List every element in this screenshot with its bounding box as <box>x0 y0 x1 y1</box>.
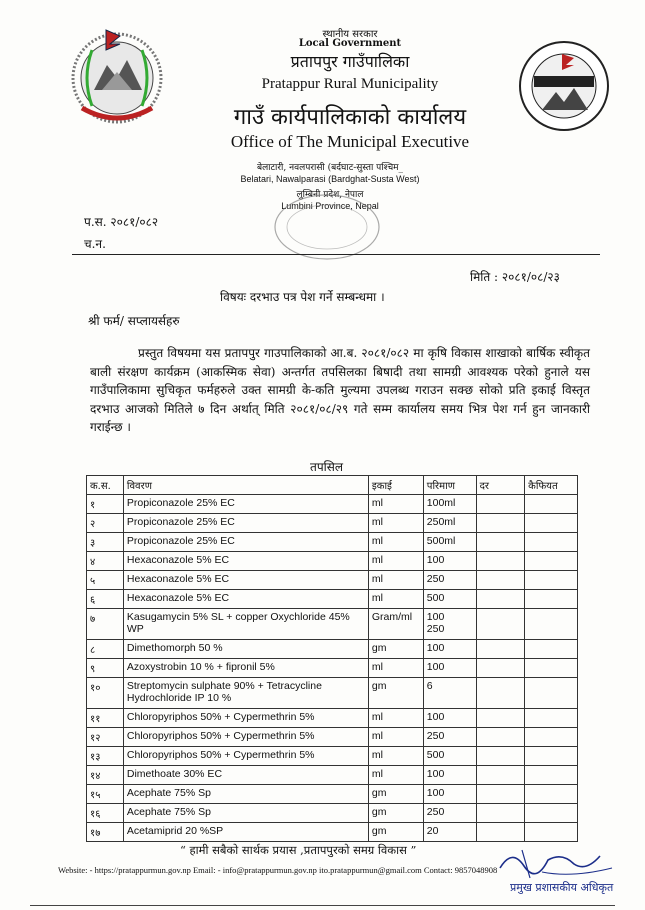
cell-sn: ११ <box>87 709 124 728</box>
cell-unit: ml <box>368 495 423 514</box>
cell-remarks[interactable] <box>525 766 578 785</box>
cell-description: Chloropyriphos 50% + Cypermethrin 5% <box>123 728 368 747</box>
cell-rate[interactable] <box>476 514 525 533</box>
footer-divider <box>30 905 615 906</box>
header-unit: इकाई <box>368 476 423 495</box>
cell-rate[interactable] <box>476 552 525 571</box>
cell-rate[interactable] <box>476 728 525 747</box>
table-row <box>87 659 578 678</box>
cell-quantity: 100 <box>423 709 476 728</box>
cell-unit: ml <box>368 514 423 533</box>
table-row <box>87 495 578 514</box>
cell-quantity-line: 100 <box>426 611 445 623</box>
letter-salutation: श्री फर्म/ सप्लायर्सहरु <box>88 314 180 328</box>
cell-unit: gm <box>368 678 423 709</box>
cell-quantity: 250 <box>423 728 476 747</box>
cell-description: Streptomycin sulphate 90% + Tetracycline Hydrochloride IP 10 % <box>123 678 368 709</box>
cell-quantity: 100 <box>423 659 476 678</box>
letter-subject: विषयः दरभाउ पत्र पेश गर्ने सम्बन्धमा । <box>220 290 385 304</box>
cell-unit: gm <box>368 804 423 823</box>
cell-quantity: 250 <box>423 571 476 590</box>
cell-unit: ml <box>368 728 423 747</box>
local-gov-en: Local Government <box>298 38 402 49</box>
cell-rate[interactable] <box>476 571 525 590</box>
cell-sn: १७ <box>87 823 124 842</box>
cell-description: Azoxystrobin 10 % + fipronil 5% <box>123 659 368 678</box>
cell-description: Chloropyriphos 50% + Cypermethrin 5% <box>123 747 368 766</box>
cell-quantity: 6 <box>423 678 476 709</box>
cell-description: Acetamiprid 20 %SP <box>123 823 368 842</box>
header-rate: दर <box>476 476 525 495</box>
cell-sn: १४ <box>87 766 124 785</box>
municipality-name-en: Pratappur Rural Municipality <box>261 76 439 92</box>
cell-description: Hexaconazole 5% EC <box>123 590 368 609</box>
cell-description: Propiconazole 25% EC <box>123 533 368 552</box>
header-remarks: कैफियत <box>525 476 578 495</box>
cell-remarks[interactable] <box>525 533 578 552</box>
cell-unit: ml <box>368 709 423 728</box>
footer-slogan: “ हामी सबैको सार्थक प्रयास ,प्रतापपुरको समग्र विकास ” <box>180 843 417 857</box>
cell-remarks[interactable] <box>525 514 578 533</box>
cell-remarks[interactable] <box>525 640 578 659</box>
province-en: Lumbini Province, Nepal <box>281 201 379 211</box>
cell-remarks[interactable] <box>525 609 578 640</box>
province-np: लुम्बिनी प्रदेश, नेपाल <box>296 190 364 200</box>
cell-rate[interactable] <box>476 678 525 709</box>
cell-description: Dimethomorph 50 % <box>123 640 368 659</box>
cell-remarks[interactable] <box>525 495 578 514</box>
cell-unit: Gram/ml <box>368 609 423 640</box>
cell-unit: ml <box>368 659 423 678</box>
cell-rate[interactable] <box>476 747 525 766</box>
table-row <box>87 747 578 766</box>
table-row <box>87 571 578 590</box>
cell-description: Hexaconazole 5% EC <box>123 552 368 571</box>
cell-unit: ml <box>368 552 423 571</box>
office-name-en: Office of The Municipal Executive <box>230 132 470 151</box>
header-sn: क.स. <box>87 476 124 495</box>
cell-rate[interactable] <box>476 766 525 785</box>
cell-sn: २ <box>87 514 124 533</box>
table-row <box>87 590 578 609</box>
cell-sn: १३ <box>87 747 124 766</box>
cell-description: Chloropyriphos 50% + Cypermethrin 5% <box>123 709 368 728</box>
cell-description: Hexaconazole 5% EC <box>123 571 368 590</box>
table-row <box>87 766 578 785</box>
cell-sn: ७ <box>87 609 124 640</box>
cell-quantity-line: 250 <box>426 623 445 635</box>
table-row <box>87 514 578 533</box>
table-header-row <box>87 476 578 495</box>
cell-unit: gm <box>368 823 423 842</box>
letter-date: मिति : २०८१/०८/२३ <box>470 270 560 284</box>
cell-remarks[interactable] <box>525 552 578 571</box>
cell-description: Propiconazole 25% EC <box>123 495 368 514</box>
cell-sn: ८ <box>87 640 124 659</box>
cell-remarks[interactable] <box>525 747 578 766</box>
cell-rate[interactable] <box>476 659 525 678</box>
cell-quantity: 250ml <box>423 514 476 533</box>
cell-remarks[interactable] <box>525 571 578 590</box>
cell-remarks[interactable] <box>525 728 578 747</box>
cell-quantity: 250 <box>423 804 476 823</box>
cell-quantity: 100ml <box>423 495 476 514</box>
letter-body: प्रस्तुत विषयमा यस प्रतापपुर गाउपालिकाको आ.ब. २०८१/०८२ मा कृषि विकास शाखाको बार्षिक स्वीकृत बाली संरक्षण कार्यक्रम (आकस्मिक सेवा) अन्तर्गत तपसिलका बिषादी तथा सामग्री आवश्यक परेको हुनाले यस गाउँपालिकामा सुचिकृत फर्महरुले उक्त सामग्री के-कति मुल्यमा उपलब्ध गराउन सक्छ सोको प्रति इकाई विस्तृत दरभाउ आजको मितिले ७ दिन अर्थात् मिति २०८१/०८/२९ गते सम्म कार्यालय समय भित्र पेश गर्न हुन जानकारी गराईन्छ । <box>90 346 590 434</box>
cell-rate[interactable] <box>476 609 525 640</box>
table-row <box>87 728 578 747</box>
cell-sn: १६ <box>87 804 124 823</box>
municipality-name-np: प्रतापपुर गाउँपालिका <box>290 52 410 71</box>
cell-description: Propiconazole 25% EC <box>123 514 368 533</box>
table-row <box>87 709 578 728</box>
footer-contact: Website: - https://pratappurmun.gov.np Email: - info@pratappurmun.gov.np ito.pratappurmun@gmail.com Contact: 9857048908 <box>58 865 498 875</box>
cell-remarks[interactable] <box>525 785 578 804</box>
municipality-seal-icon <box>518 40 610 132</box>
cell-sn: ९ <box>87 659 124 678</box>
cell-unit: ml <box>368 766 423 785</box>
schedule-title: तपसिल <box>310 460 344 474</box>
reference-number: प.स. २०८१/०८२ <box>84 215 159 229</box>
cell-sn: १२ <box>87 728 124 747</box>
cell-rate[interactable] <box>476 495 525 514</box>
cell-description: Acephate 75% Sp <box>123 804 368 823</box>
signatory-title: प्रमुख प्रशासकीय अधिकृत <box>510 881 614 894</box>
cell-remarks[interactable] <box>525 804 578 823</box>
cell-unit: ml <box>368 571 423 590</box>
table-row <box>87 552 578 571</box>
table-row <box>87 533 578 552</box>
cell-rate[interactable] <box>476 709 525 728</box>
cell-quantity: 500 <box>423 590 476 609</box>
dispatch-number: च.न. <box>84 237 106 251</box>
header-divider <box>72 254 600 255</box>
cell-unit: gm <box>368 785 423 804</box>
cell-sn: ३ <box>87 533 124 552</box>
cell-description: Kasugamycin 5% SL + copper Oxychloride 45% WP <box>123 609 368 640</box>
office-stamp-icon <box>272 192 382 262</box>
local-gov-np: स्थानीय सरकार <box>322 29 378 40</box>
cell-quantity: 20 <box>423 823 476 842</box>
cell-remarks[interactable] <box>525 590 578 609</box>
cell-remarks[interactable] <box>525 709 578 728</box>
cell-rate[interactable] <box>476 640 525 659</box>
items-table <box>86 475 578 842</box>
cell-sn: ६ <box>87 590 124 609</box>
cell-quantity: 100 <box>423 785 476 804</box>
cell-unit: gm <box>368 640 423 659</box>
cell-rate[interactable] <box>476 785 525 804</box>
table-row <box>87 678 578 709</box>
cell-description: Dimethoate 30% EC <box>123 766 368 785</box>
cell-quantity: 500 <box>423 747 476 766</box>
cell-sn: ४ <box>87 552 124 571</box>
cell-quantity: 100 <box>423 640 476 659</box>
cell-quantity: 100 <box>423 552 476 571</box>
address-en: Belatari, Nawalparasi (Bardghat-Susta West) <box>240 174 420 184</box>
header-description: विवरण <box>123 476 368 495</box>
cell-sn: १० <box>87 678 124 709</box>
table-row <box>87 785 578 804</box>
cell-quantity: 100 <box>423 766 476 785</box>
cell-unit: ml <box>368 747 423 766</box>
cell-sn: १ <box>87 495 124 514</box>
address-np: बेलाटारी, नवलपरासी (बर्दघाट-सुस्ता पश्चिम_ <box>256 163 404 173</box>
cell-quantity: 500ml <box>423 533 476 552</box>
cell-quantity <box>423 609 476 640</box>
cell-rate[interactable] <box>476 590 525 609</box>
cell-description: Acephate 75% Sp <box>123 785 368 804</box>
cell-remarks[interactable] <box>525 678 578 709</box>
cell-rate[interactable] <box>476 804 525 823</box>
table-row <box>87 804 578 823</box>
cell-sn: १५ <box>87 785 124 804</box>
table-row <box>87 609 578 640</box>
header-quantity: परिमाण <box>423 476 476 495</box>
cell-sn: ५ <box>87 571 124 590</box>
cell-rate[interactable] <box>476 533 525 552</box>
cell-unit: ml <box>368 590 423 609</box>
office-name-np: गाउँ कार्यपालिकाको कार्यालय <box>233 105 467 130</box>
table-row <box>87 640 578 659</box>
cell-unit: ml <box>368 533 423 552</box>
cell-remarks[interactable] <box>525 659 578 678</box>
